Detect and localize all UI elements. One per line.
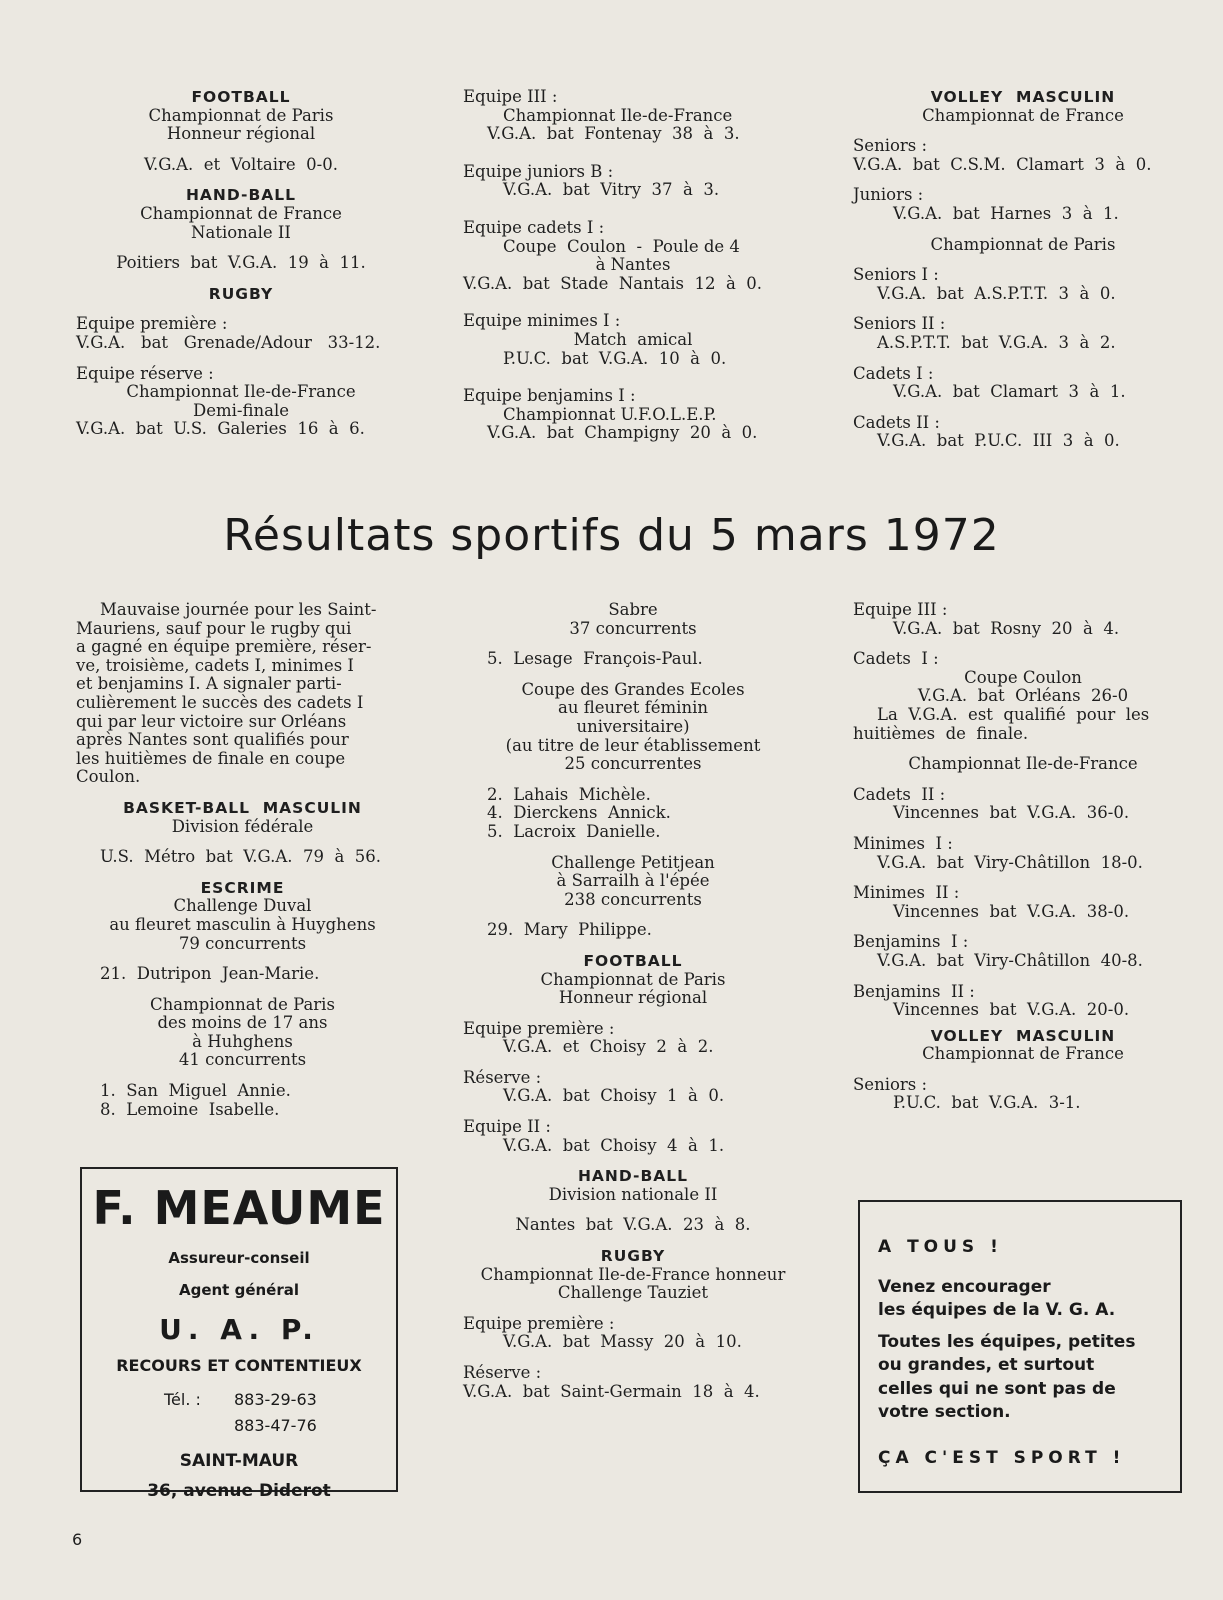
spacer xyxy=(853,353,1193,365)
text-line: Nantes bat V.G.A. 23 à 8. xyxy=(515,1215,751,1235)
text-line: V.G.A. bat Grenade/Adour 33-12. xyxy=(76,332,381,352)
spacer xyxy=(853,402,1193,414)
text-line: V.G.A. bat A.S.P.T.T. 3 à 0. xyxy=(877,283,1116,303)
ad-service: RECOURS ET CONTENTIEUX xyxy=(116,1356,362,1375)
section-heading: VOLLEY MASCULIN xyxy=(930,88,1116,106)
text-line: La V.G.A. est qualifié pour les xyxy=(877,704,1150,724)
text-line: V.G.A. bat C.S.M. Clamart 3 à 0. xyxy=(853,154,1152,174)
section-heading: RUGBY xyxy=(208,284,274,303)
text-line: Equipe première : xyxy=(463,1313,615,1333)
text-line: Championnat de Paris xyxy=(148,105,334,125)
text-line: Cadets II : xyxy=(853,784,946,804)
text-line: Championnat Ile-de-France xyxy=(503,105,733,125)
ad-line-2: les équipes de la V. G. A. xyxy=(878,1300,1116,1320)
bottom-column-3 xyxy=(853,601,1193,1113)
spacer xyxy=(463,669,803,681)
spacer xyxy=(853,774,1193,786)
text-line: V.G.A. bat Rosny 20 à 4. xyxy=(893,618,1120,638)
ad-phone-2: 883-47-76 xyxy=(234,1416,317,1435)
bottom-column-1 xyxy=(76,601,409,1119)
text-line: 29. Mary Philippe. xyxy=(487,920,652,940)
text-line: A.S.P.T.T. bat V.G.A. 3 à 2. xyxy=(877,332,1116,352)
text-line: V.G.A. bat Choisy 1 à 0. xyxy=(503,1086,725,1106)
advertisement-a-tous xyxy=(858,1200,1182,1493)
text-line: culièrement le succès des cadets I xyxy=(76,692,364,712)
text-line: Nationale II xyxy=(191,222,291,242)
text-line: Championnat U.F.O.L.E.P. xyxy=(503,404,717,424)
text-line: Championnat Ile-de-France xyxy=(908,754,1138,774)
text-line: V.G.A. bat Viry-Châtillon 40-8. xyxy=(877,950,1143,970)
text-line: V.G.A. bat Orléans 26-0 xyxy=(917,686,1129,706)
ad-address: 36, avenue Diderot xyxy=(147,1481,331,1501)
text-line: Championnat de France xyxy=(922,105,1124,125)
spacer xyxy=(853,971,1193,983)
page-title: Résultats sportifs du 5 mars 1972 xyxy=(223,510,1000,561)
bottom-column-2 xyxy=(463,601,803,1401)
text-line: V.G.A. et Choisy 2 à 2. xyxy=(503,1037,714,1057)
spacer xyxy=(853,224,1193,236)
text-line: a gagné en équipe première, réser- xyxy=(76,637,372,657)
ad-footer: ÇA C'EST SPORT ! xyxy=(878,1447,1126,1468)
text-line: Coupe Coulon - Poule de 4 xyxy=(503,236,740,256)
spacer xyxy=(76,144,406,156)
section-heading: VOLLEY MASCULIN xyxy=(930,1026,1116,1045)
text-line: U.S. Métro bat V.G.A. 79 à 56. xyxy=(100,847,382,867)
text-line: V.G.A. bat Viry-Châtillon 18-0. xyxy=(877,852,1143,872)
text-line: 4. Dierckens Annick. xyxy=(487,803,671,823)
ad-city: SAINT-MAUR xyxy=(179,1451,299,1471)
text-line: Equipe réserve : xyxy=(76,363,214,383)
ad-role-2: Agent général xyxy=(178,1281,299,1299)
text-line: 1. San Miguel Annie. xyxy=(100,1081,291,1101)
text-line: Benjamins I : xyxy=(853,932,969,952)
ad-role-1: Assureur-conseil xyxy=(168,1249,310,1267)
ad-line-4: ou grandes, et surtout xyxy=(878,1355,1095,1375)
text-line: qui par leur victoire sur Orléans xyxy=(76,711,347,731)
text-line: et benjamins I. A signaler parti- xyxy=(76,674,342,694)
text-line: P.U.C. bat V.G.A. 3-1. xyxy=(893,1093,1081,1113)
text-line: Division nationale II xyxy=(548,1184,718,1204)
text-line: V.G.A. bat U.S. Galeries 16 à 6. xyxy=(76,419,365,439)
text-line: Championnat Ile-de-France honneur xyxy=(480,1264,786,1284)
text-line: Challenge Duval xyxy=(173,896,312,916)
text-line: 8. Lemoine Isabelle. xyxy=(100,1099,280,1119)
text-line: Honneur régional xyxy=(166,124,316,144)
text-line: 5. Lacroix Danielle. xyxy=(487,821,661,841)
section-heading: FOOTBALL xyxy=(191,88,291,106)
text-line: V.G.A. bat Clamart 3 à 1. xyxy=(893,382,1126,402)
section-heading: ESCRIME xyxy=(200,878,285,897)
text-line: Cadets II : xyxy=(853,412,940,432)
text-line: Equipe benjamins I : xyxy=(463,386,636,406)
ad-line-5: celles qui ne sont pas de xyxy=(878,1378,1116,1399)
text-line: Sabre xyxy=(608,600,658,619)
spacer xyxy=(76,353,406,365)
advertisement-meaume xyxy=(80,1167,398,1501)
text-line: V.G.A. bat Champigny 20 à 0. xyxy=(487,423,758,443)
section-heading: HAND-BALL xyxy=(577,1167,689,1186)
section-heading: RUGBY xyxy=(600,1247,666,1266)
text-line: Equipe première : xyxy=(76,314,228,334)
text-line: 5. Lesage François-Paul. xyxy=(487,649,703,669)
ad-heading: A TOUS ! xyxy=(878,1237,1003,1257)
text-line: à Nantes xyxy=(595,255,671,275)
text-line: Réserve : xyxy=(463,1363,542,1382)
text-line: Vincennes bat V.G.A. 38-0. xyxy=(893,901,1130,921)
text-line: V.G.A. et Voltaire 0-0. xyxy=(144,154,338,174)
top-column-1 xyxy=(76,88,406,439)
text-line: Seniors : xyxy=(853,136,928,156)
text-line: Equipe cadets I : xyxy=(463,217,605,237)
text-line: Minimes I : xyxy=(853,833,953,853)
spacer xyxy=(463,293,803,305)
text-line: Equipe juniors B : xyxy=(463,161,614,181)
text-line: Coulon. xyxy=(76,767,141,787)
text-line: les huitièmes de finale en coupe xyxy=(76,748,346,768)
text-line: Match amical xyxy=(573,329,693,349)
text-line: universitaire) xyxy=(576,716,690,736)
text-line: Equipe III : xyxy=(463,87,558,106)
text-line: après Nantes sont qualifiés pour xyxy=(76,730,349,750)
top-column-2 xyxy=(463,88,803,443)
text-line: Réserve : xyxy=(463,1067,542,1087)
spacer xyxy=(463,1303,803,1315)
text-line: Equipe III : xyxy=(853,600,948,619)
text-line: Mauriens, sauf pour le rugby qui xyxy=(76,618,352,638)
ad-company: U. A. P. xyxy=(159,1313,319,1346)
spacer xyxy=(76,867,409,879)
spacer xyxy=(463,1235,803,1247)
spacer xyxy=(76,787,409,799)
spacer xyxy=(853,1020,1193,1027)
text-line: Minimes II : xyxy=(853,883,960,903)
text-line: ve, troisième, cadets I, minimes I xyxy=(76,655,354,675)
spacer xyxy=(463,368,803,380)
text-line: Challenge Tauziet xyxy=(557,1283,709,1303)
spacer xyxy=(76,273,406,285)
ad-line-1: Venez encourager xyxy=(878,1276,1051,1297)
text-line: Championnat de Paris xyxy=(150,994,335,1014)
text-line: Equipe minimes I : xyxy=(463,311,621,331)
text-line: Coupe Coulon xyxy=(964,667,1082,687)
text-line: Cadets I : xyxy=(853,363,934,383)
text-line: Cadets I : xyxy=(853,649,939,669)
text-line: 79 concurrents xyxy=(178,933,307,953)
text-line: 238 concurrents xyxy=(564,889,702,909)
text-line: V.G.A. bat Choisy 4 à 1. xyxy=(503,1135,725,1155)
text-line: 21. Dutripon Jean-Marie. xyxy=(100,964,320,984)
text-line: V.G.A. bat Vitry 37 à 3. xyxy=(503,180,720,200)
text-line: V.G.A. bat Harnes 3 à 1. xyxy=(893,203,1119,223)
spacer xyxy=(463,940,803,952)
text-line: 37 concurrents xyxy=(569,618,697,638)
spacer xyxy=(76,984,409,996)
text-line: (au titre de leur établissement xyxy=(505,735,761,755)
section-heading: FOOTBALL xyxy=(583,951,683,970)
ad-phone-block xyxy=(82,1387,396,1439)
text-line: V.G.A. bat P.U.C. III 3 à 0. xyxy=(877,431,1120,451)
ad-line-6: votre section. xyxy=(878,1402,1011,1422)
text-line: Division fédérale xyxy=(171,816,314,836)
ad-phone-label: Tél. : xyxy=(164,1390,201,1409)
top-column-3 xyxy=(853,88,1193,451)
ad-brand-name: F. MEAUME xyxy=(92,1181,386,1235)
text-line: V.G.A. bat Stade Nantais 12 à 0. xyxy=(463,273,763,293)
ad-line-3: Toutes les équipes, petites xyxy=(878,1331,1136,1352)
text-line: à Huhghens xyxy=(192,1031,293,1051)
text-line: P.U.C. bat V.G.A. 10 à 0. xyxy=(503,348,727,368)
text-line: au fleuret féminin xyxy=(558,698,708,718)
text-line: 41 concurrents xyxy=(178,1050,307,1070)
text-line: Poitiers bat V.G.A. 19 à 11. xyxy=(116,253,366,273)
section-heading: BASKET-BALL MASCULIN xyxy=(123,798,362,817)
text-line: V.G.A. bat Saint-Germain 18 à 4. xyxy=(463,1381,760,1401)
text-line: Honneur régional xyxy=(558,988,708,1008)
text-line: Vincennes bat V.G.A. 20-0. xyxy=(893,1000,1130,1020)
text-line: Equipe II : xyxy=(463,1117,551,1137)
text-line: huitièmes de finale. xyxy=(853,723,1029,743)
text-line: V.G.A. bat Fontenay 38 à 3. xyxy=(487,124,740,144)
text-line: à Sarrailh à l'épée xyxy=(556,871,710,891)
text-line: Championnat Ile-de-France xyxy=(126,382,356,402)
text-line: Benjamins II : xyxy=(853,981,975,1001)
text-line: Equipe première : xyxy=(463,1018,615,1038)
text-line: 2. Lahais Michèle. xyxy=(487,784,651,804)
page-number: 6 xyxy=(72,1530,83,1549)
spacer xyxy=(76,174,406,186)
text-line: Juniors : xyxy=(853,185,924,205)
text-line: Coupe des Grandes Ecoles xyxy=(521,679,745,699)
spacer xyxy=(463,144,803,156)
text-line: Mauvaise journée pour les Saint- xyxy=(100,600,377,619)
text-line: Seniors II : xyxy=(853,314,946,334)
text-line: 25 concurrentes xyxy=(564,754,702,774)
text-line: Challenge Petitjean xyxy=(551,852,715,872)
text-line: des moins de 17 ans xyxy=(157,1013,328,1033)
text-line: Demi-finale xyxy=(192,400,289,420)
text-line: Championnat de France xyxy=(922,1044,1124,1064)
text-line: Vincennes bat V.G.A. 36-0. xyxy=(893,803,1130,823)
spacer xyxy=(463,1155,803,1167)
text-line: Championnat de Paris xyxy=(930,234,1116,254)
text-line: Seniors I : xyxy=(853,265,939,285)
spacer xyxy=(463,1008,803,1020)
text-line: Championnat de France xyxy=(140,203,342,223)
spacer xyxy=(463,774,803,786)
text-line: au fleuret masculin à Huyghens xyxy=(109,914,376,934)
text-line: V.G.A. bat Massy 20 à 10. xyxy=(503,1332,742,1352)
text-line: Championnat de Paris xyxy=(540,969,726,989)
ad-phone-1: 883-29-63 xyxy=(234,1390,317,1409)
text-line: Seniors : xyxy=(853,1074,928,1094)
section-heading: HAND-BALL xyxy=(185,186,297,205)
spacer xyxy=(463,842,803,854)
spacer xyxy=(463,200,803,212)
